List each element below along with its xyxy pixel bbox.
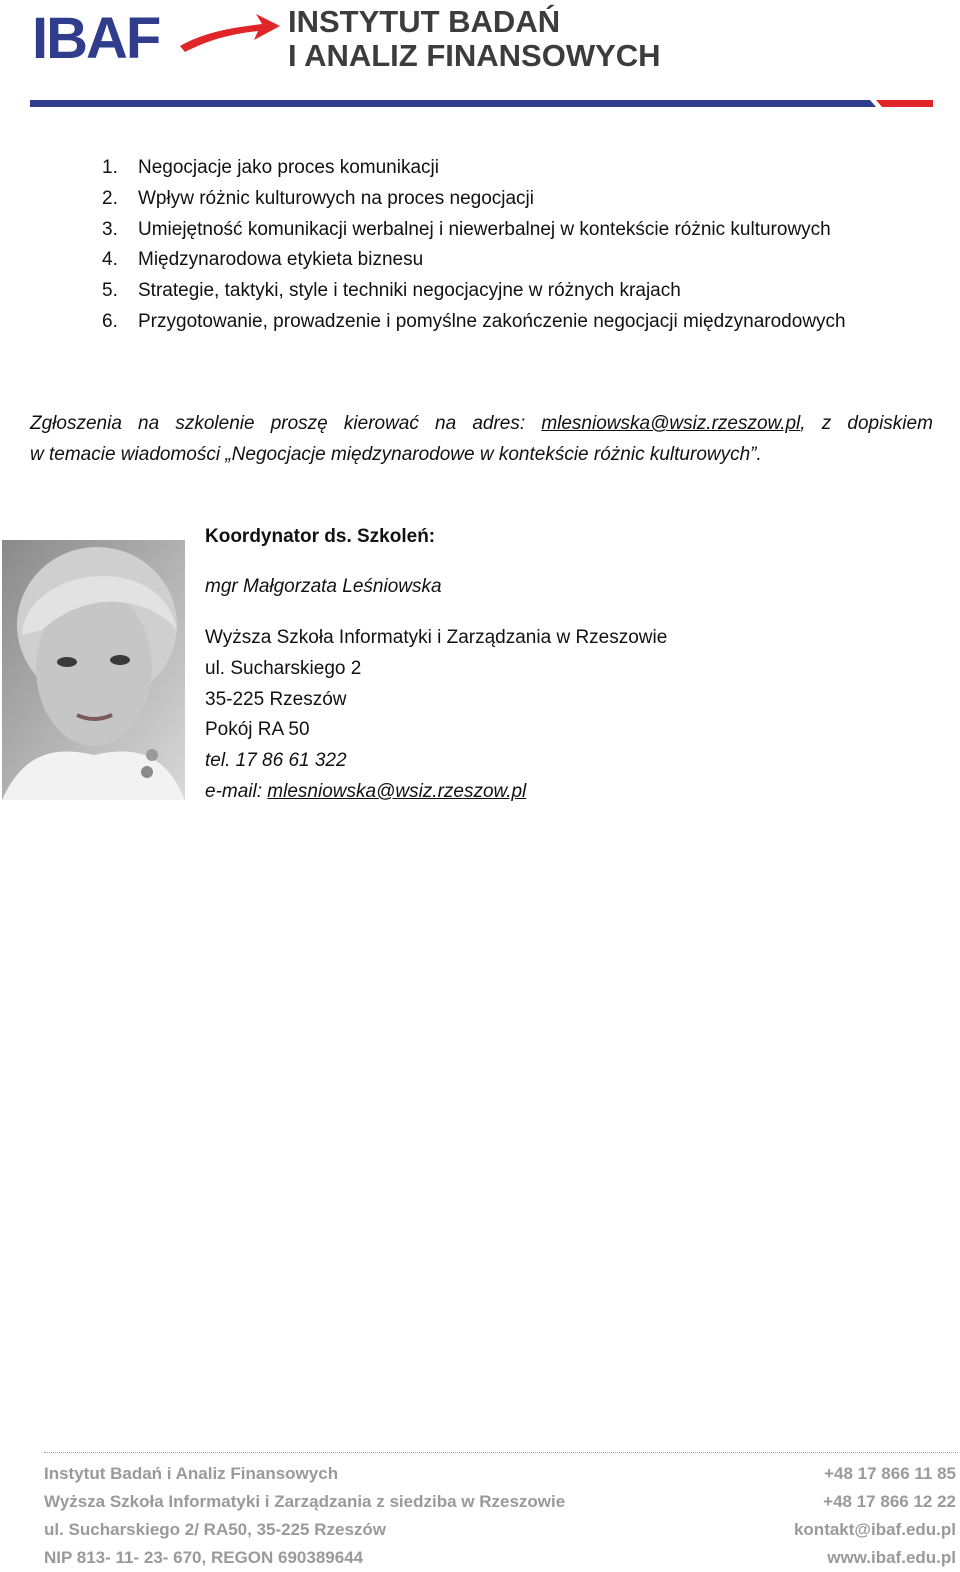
application-word: na: [138, 413, 160, 434]
comma: ,: [800, 413, 806, 434]
agenda-item: [102, 307, 846, 338]
agenda-list: [102, 153, 846, 338]
coordinator-name: mgr Małgorzata Leśniowska: [205, 576, 442, 597]
footer-line: Instytut Badań i Analiz Finansowych: [44, 1464, 339, 1483]
agenda-number: 3.: [102, 218, 118, 240]
agenda-number: 2.: [102, 187, 118, 209]
application-word: Zgłoszenia: [30, 413, 122, 434]
agenda-text: Wpływ różnic kulturowych na proces negocjacji: [138, 187, 534, 209]
coordinator-email-row: [205, 776, 667, 807]
agenda-item: [102, 245, 846, 276]
footer-email[interactable]: kontakt@ibaf.edu.pl: [793, 1520, 956, 1539]
application-word: dopiskiem: [847, 413, 933, 434]
agenda-text: Umiejętność komunikacji werbalnej i niewerbalnej w kontekście różnic kulturowych: [138, 218, 831, 240]
application-line-2: w temacie wiadomości „Negocjacje międzynarodowe w kontekście różnic kulturowych”.: [30, 444, 762, 465]
coordinator-contact: [205, 622, 667, 807]
logo-title-line2: I ANALIZ FINANSOWYCH: [288, 38, 661, 73]
email-label: e-mail:: [205, 780, 268, 802]
application-paragraph: [30, 408, 933, 470]
logo-text: IBAF: [32, 6, 160, 71]
agenda-text: Negocjacje jako proces komunikacji: [138, 157, 439, 178]
header-rule: [30, 100, 933, 107]
footer-line: ul. Sucharskiego 2/ RA50, 35-225 Rzeszów: [44, 1520, 387, 1539]
agenda-number: 1.: [102, 157, 118, 178]
application-email-link[interactable]: mlesniowska@wsiz.rzeszow.pl: [541, 413, 801, 434]
application-word: na: [435, 413, 457, 434]
footer-phone-2: +48 17 866 12 22: [823, 1492, 956, 1511]
agenda-number: 6.: [102, 310, 118, 332]
footer-divider: [44, 1452, 958, 1453]
logo-title-line1: INSTYTUT BADAŃ: [288, 4, 561, 39]
coordinator-room: Pokój RA 50: [205, 719, 310, 741]
application-word: proszę: [270, 413, 328, 434]
email-with-comma: [541, 408, 805, 439]
footer-website[interactable]: www.ibaf.edu.pl: [827, 1548, 956, 1567]
agenda-item: [102, 184, 846, 215]
footer-address: [44, 1460, 565, 1572]
agenda-text: Przygotowanie, prowadzenie i pomyślne zakończenie negocjacji międzynarodowych: [138, 310, 846, 332]
application-word: szkolenie: [175, 413, 255, 434]
coordinator-email-link[interactable]: mlesniowska@wsiz.rzeszow.pl: [267, 780, 527, 802]
application-word: kierować: [343, 413, 419, 434]
agenda-item: [102, 276, 846, 307]
ibaf-logo: [30, 2, 742, 74]
agenda-number: 5.: [102, 280, 118, 302]
application-line-1: [30, 408, 933, 439]
footer-line: Wyższa Szkoła Informatyki i Zarządzania z siedziba w Rzeszowie: [44, 1492, 566, 1511]
agenda-item: [102, 215, 846, 246]
footer-line: NIP 813- 11- 23- 670, REGON 690389644: [44, 1548, 364, 1567]
coordinator-title: Koordynator ds. Szkoleń:: [205, 526, 436, 547]
agenda-number: 4.: [102, 249, 118, 271]
footer-phone-1: +48 17 866 11 85: [824, 1464, 956, 1483]
coordinator-school: Wyższa Szkoła Informatyki i Zarządzania w Rzeszowie: [205, 627, 668, 648]
footer-contact: [794, 1460, 956, 1572]
coordinator-city: 35-225 Rzeszów: [205, 688, 347, 710]
agenda-text: Międzynarodowa etykieta biznesu: [138, 249, 424, 271]
coordinator-phone: tel. 17 86 61 322: [205, 750, 347, 772]
application-word: z: [821, 413, 832, 434]
agenda-item: [102, 153, 846, 184]
coordinator-photo: [2, 540, 185, 800]
coordinator-street: ul. Sucharskiego 2: [205, 657, 362, 679]
agenda-text: Strategie, taktyki, style i techniki negocjacyjne w różnych krajach: [138, 280, 681, 302]
application-word: adres:: [472, 413, 526, 434]
